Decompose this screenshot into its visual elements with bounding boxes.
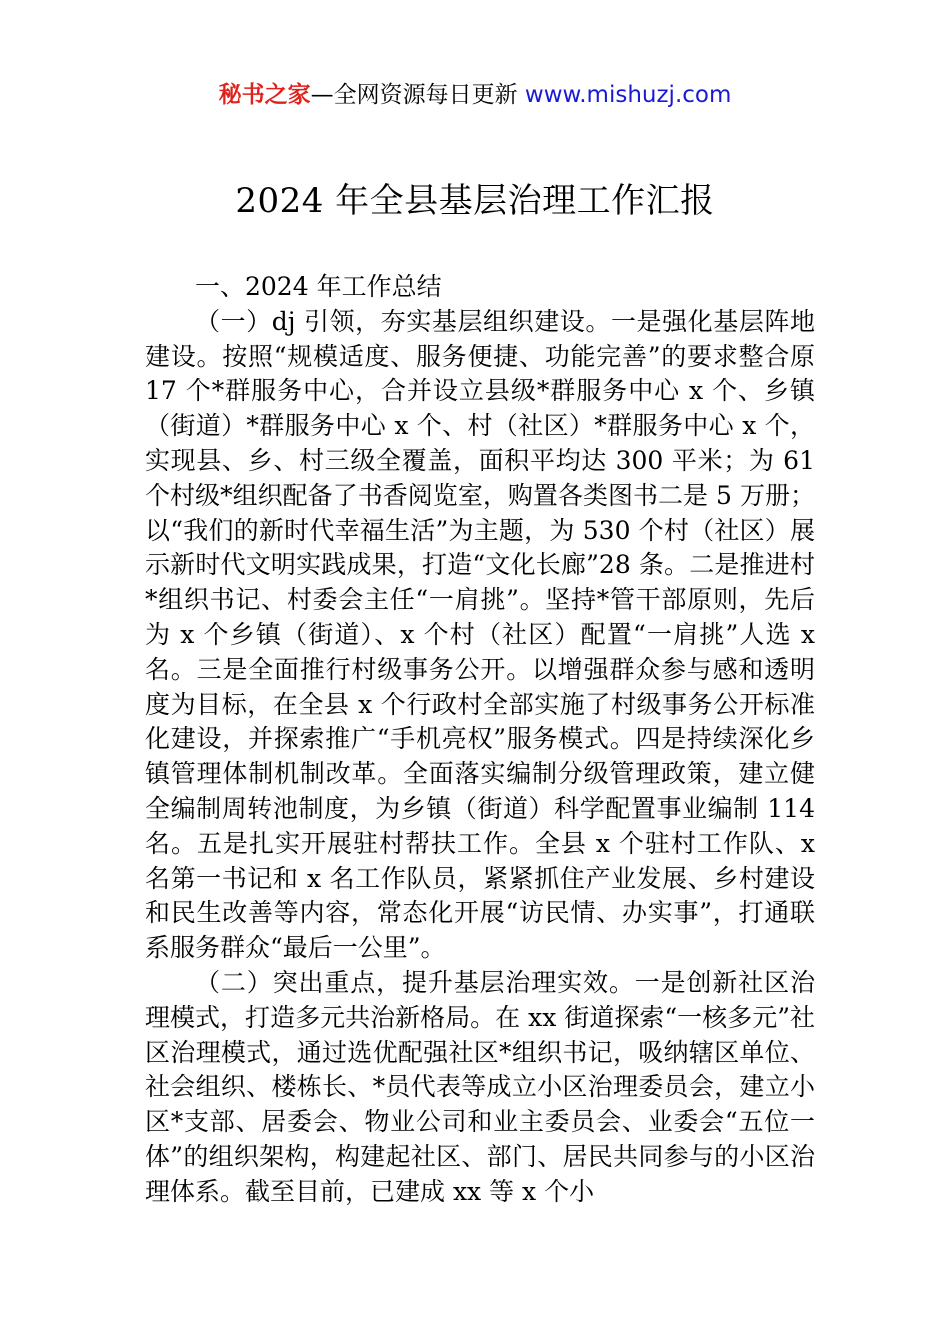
section-heading: 一、2024 年工作总结 <box>195 272 442 301</box>
site-brand: 秘书之家 <box>218 82 311 108</box>
document-title: 2024 年全县基层治理工作汇报 <box>235 181 715 221</box>
paragraph-1: （一）dj 引领，夯实基层组织建设。一是强化基层阵地建设。按照“规模适度、服务便捷、功能完善”的要求整合原 17 个*群服务中心，合并设立县级*群服务中心 x 个、乡镇（街道）*群服务中心 x 个、村（社区）*群服务中心 x 个，实现县、乡、村三级全覆盖，面积平均达 300 平米；为 61 个村级*组织配备了书香阅览室，购置各类图书二是 5 万册；以“我们的新时代幸福生活”为主题，为 530 个村（社区）展示新时代文明实践成果，打造“文化长廊”28 条。二是推进村*组织书记、村委会主任“一肩挑”。坚持*管干部原则，先后为 x 个乡镇（街道）、x 个村（社区）配置“一肩挑”人选 x 名。三是全面推行村级事务公开。以增强群众参与感和透明度为目标，在全县 x 个行政村全部实施了村级事务公开标准化建设，并探索推广“手机亮权”服务模式。四是持续深化乡镇管理体制机制改革。全面落实编制分级管理政策，建立健全编制周转池制度，为乡镇（街道）科学配置事业编制 114 名。五是扎实开展驻村帮扶工作。全县 x 个驻村工作队、x 名第一书记和 x 名工作队员，紧紧抓住产业发展、乡村建设和民生改善等内容，常态化开展“访民情、办实事”，打通联系服务群众“最后一公里”。 <box>145 306 815 963</box>
site-tagline: —全网资源每日更新 <box>310 82 518 108</box>
site-header <box>0 78 950 112</box>
site-url-link[interactable]: www.mishuzj.com <box>524 82 732 108</box>
document-body <box>145 270 815 1210</box>
paragraph-2: （二）突出重点，提升基层治理实效。一是创新社区治理模式，打造多元共治新格局。在 xx 街道探索“一核多元”社区治理模式，通过选优配强社区*组织书记，吸纳辖区单位、社会组织、楼栋长、*员代表等成立小区治理委员会，建立小区*支部、居委会、物业公司和业主委员会、业委会“五位一体”的组织架构，构建起社区、部门、居民共同参与的小区治理体系。截至目前，已建成 xx 等 x 个小 <box>145 967 815 1206</box>
